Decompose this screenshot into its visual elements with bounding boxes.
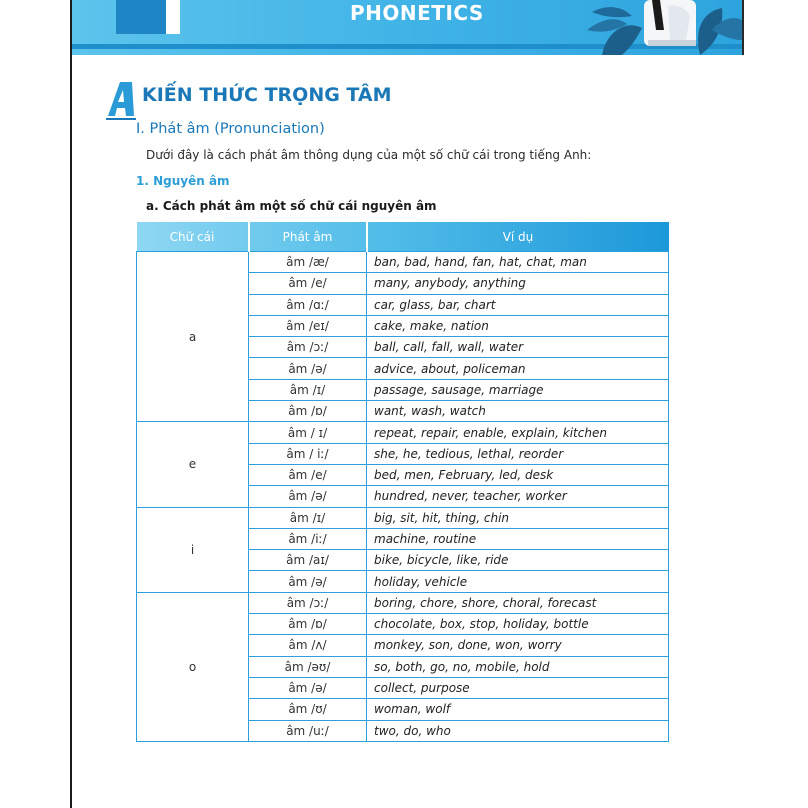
sound-cell: âm /ɒ/ [249,614,367,635]
examples-cell: passage, sausage, marriage [367,379,669,400]
examples-cell: boring, chore, shore, choral, forecast [367,592,669,613]
examples-cell: she, he, tedious, lethal, reorder [367,443,669,464]
phonetics-table [136,222,669,742]
sound-cell: âm /ɔː/ [249,592,367,613]
intro-text: Dưới đây là cách phát âm thông dụng của một số chữ cái trong tiếng Anh: [146,148,592,162]
examples-cell: holiday, vehicle [367,571,669,592]
banner-illustration [582,0,742,55]
banner-block [116,0,166,34]
sound-cell: âm /aɪ/ [249,550,367,571]
sound-cell: âm /e/ [249,464,367,485]
sound-cell: âm / ɪ/ [249,422,367,443]
page-right-border [742,0,744,55]
letter-cell: o [137,592,249,741]
sound-cell: âm /iː/ [249,528,367,549]
sound-cell: âm /əʊ/ [249,656,367,677]
header-letter: Chữ cái [169,229,215,244]
examples-cell: advice, about, policeman [367,358,669,379]
sound-cell: âm /ə/ [249,358,367,379]
sound-cell: âm /ɪ/ [249,507,367,528]
sound-cell: âm /ʌ/ [249,635,367,656]
examples-cell: big, sit, hit, thing, chin [367,507,669,528]
sound-cell: âm /eɪ/ [249,315,367,336]
examples-cell: monkey, son, done, won, worry [367,635,669,656]
examples-cell: chocolate, box, stop, holiday, bottle [367,614,669,635]
letter-cell: e [137,422,249,507]
banner-title: PHONETICS [350,1,484,25]
letter-cell: i [137,507,249,592]
sound-cell: âm /æ/ [249,252,367,273]
examples-cell: repeat, repair, enable, explain, kitchen [367,422,669,443]
examples-cell: machine, routine [367,528,669,549]
sound-cell: âm /ə/ [249,571,367,592]
examples-cell: many, anybody, anything [367,273,669,294]
header-banner [72,0,742,55]
sound-cell: âm /ʊ/ [249,699,367,720]
pronunciation-heading: I. Phát âm (Pronunciation) [136,121,325,137]
banner-white-bar [166,0,180,34]
sound-cell: âm /ə/ [249,486,367,507]
sound-cell: âm /ə/ [249,677,367,698]
header-sound: Phát âm [249,222,367,252]
subheading: a. Cách phát âm một số chữ cái nguyên âm [146,199,437,213]
table-row [137,252,669,273]
examples-cell: want, wash, watch [367,401,669,422]
page-left-border [70,0,72,808]
examples-cell: cake, make, nation [367,315,669,336]
examples-cell: car, glass, bar, chart [367,294,669,315]
sound-cell: âm /ɑː/ [249,294,367,315]
table-row [137,507,669,528]
sound-cell: âm /uː/ [249,720,367,741]
examples-cell: ball, call, fall, wall, water [367,337,669,358]
a-badge-icon [104,80,138,120]
examples-cell: so, both, go, no, mobile, hold [367,656,669,677]
table-row [137,422,669,443]
examples-cell: hundred, never, teacher, worker [367,486,669,507]
vowel-heading: 1. Nguyên âm [136,174,230,188]
letter-cell: a [137,252,249,422]
table-header-row [137,222,669,252]
sound-cell: âm /ɔː/ [249,337,367,358]
examples-cell: ban, bad, hand, fan, hat, chat, man [367,252,669,273]
table-row [137,592,669,613]
examples-cell: woman, wolf [367,699,669,720]
section-title: KIẾN THỨC TRỌNG TÂM [142,84,392,106]
header-examples: Ví dụ [367,222,669,252]
examples-cell: two, do, who [367,720,669,741]
examples-cell: bed, men, February, led, desk [367,464,669,485]
sound-cell: âm /ɒ/ [249,401,367,422]
examples-cell: bike, bicycle, like, ride [367,550,669,571]
sound-cell: âm / iː/ [249,443,367,464]
examples-cell: collect, purpose [367,677,669,698]
sound-cell: âm /ɪ/ [249,379,367,400]
sound-cell: âm /e/ [249,273,367,294]
